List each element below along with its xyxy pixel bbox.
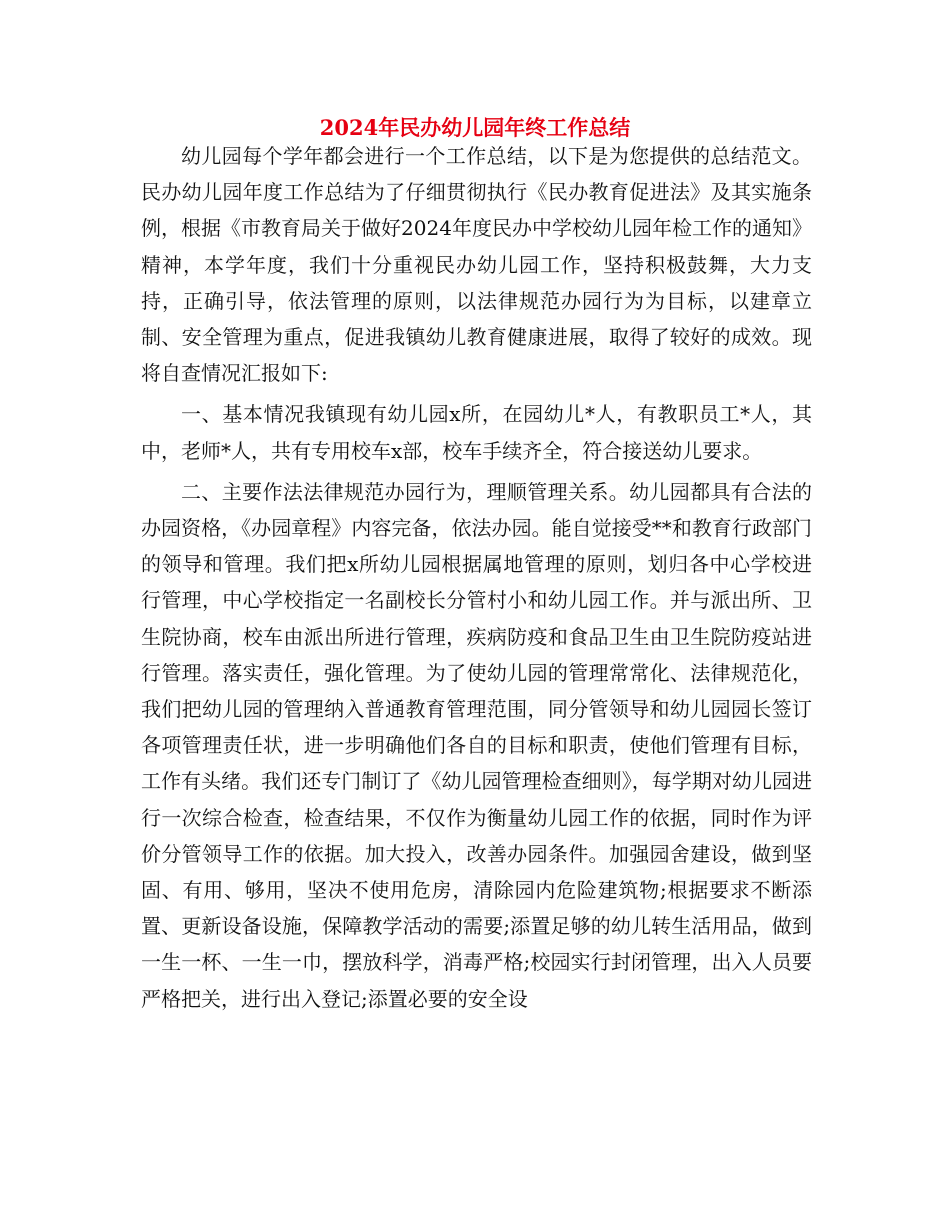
- document-body: [141, 138, 812, 1017]
- paragraph-basic-situation: 一、基本情况我镇现有幼儿园x所，在园幼儿*人，有教职员工*人，其中，老师*人，共有专用校车x部，校车手续齐全，符合接送幼儿要求。: [141, 402, 812, 463]
- document-title: 2024年民办幼儿园年终工作总结: [319, 115, 631, 140]
- paragraph-main-practices: 二、主要作法法律规范办园行为，理顺管理关系。幼儿园都具有合法的办园资格，《办园章程》内容完备，依法办园。能自觉接受**和教育行政部门的领导和管理。我们把x所幼儿园根据属地管理的原则，划归各中心学校进行管理，中心学校指定一名副校长分管村小和幼儿园工作。并与派出所、卫生院协商，校车由派出所进行管理，疾病防疫和食品卫生由卫生院防疫站进行管理。落实责任，强化管理。为了使幼儿园的管理常常化、法律规范化，我们把幼儿园的管理纳入普通教育管理范围，同分管领导和幼儿园园长签订各项管理责任状，进一步明确他们各自的目标和职责，使他们管理有目标，工作有头绪。我们还专门制订了《幼儿园管理检查细则》，每学期对幼儿园进行一次综合检查，检查结果，不仅作为衡量幼儿园工作的依据，同时作为评价分管领导工作的依据。加大投入，改善办园条件。加强园舍建设，做到坚固、有用、够用，坚决不使用危房，清除园内危险建筑物;根据要求不断添置、更新设备设施，保障教学活动的需要;添置足够的幼儿转生活用品，做到一生一杯、一生一巾，摆放科学，消毒严格;校园实行封闭管理，出入人员要严格把关，进行出入登记;添置必要的安全设: [141, 479, 812, 1011]
- paragraph-intro: 幼儿园每个学年都会进行一个工作总结，以下是为您提供的总结范文。民办幼儿园年度工作总结为了仔细贯彻执行《民办教育促进法》及其实施条例，根据《市教育局关于做好2024年度民办中学校幼儿园年检工作的通知》精神，本学年度，我们十分重视民办幼儿园工作，坚持积极鼓舞，大力支持，正确引导，依法管理的原则，以法律规范办园行为为目标，以建章立制、安全管理为重点，促进我镇幼儿教育健康进展，取得了较好的成效。现将自查情况汇报如下:: [141, 144, 812, 386]
